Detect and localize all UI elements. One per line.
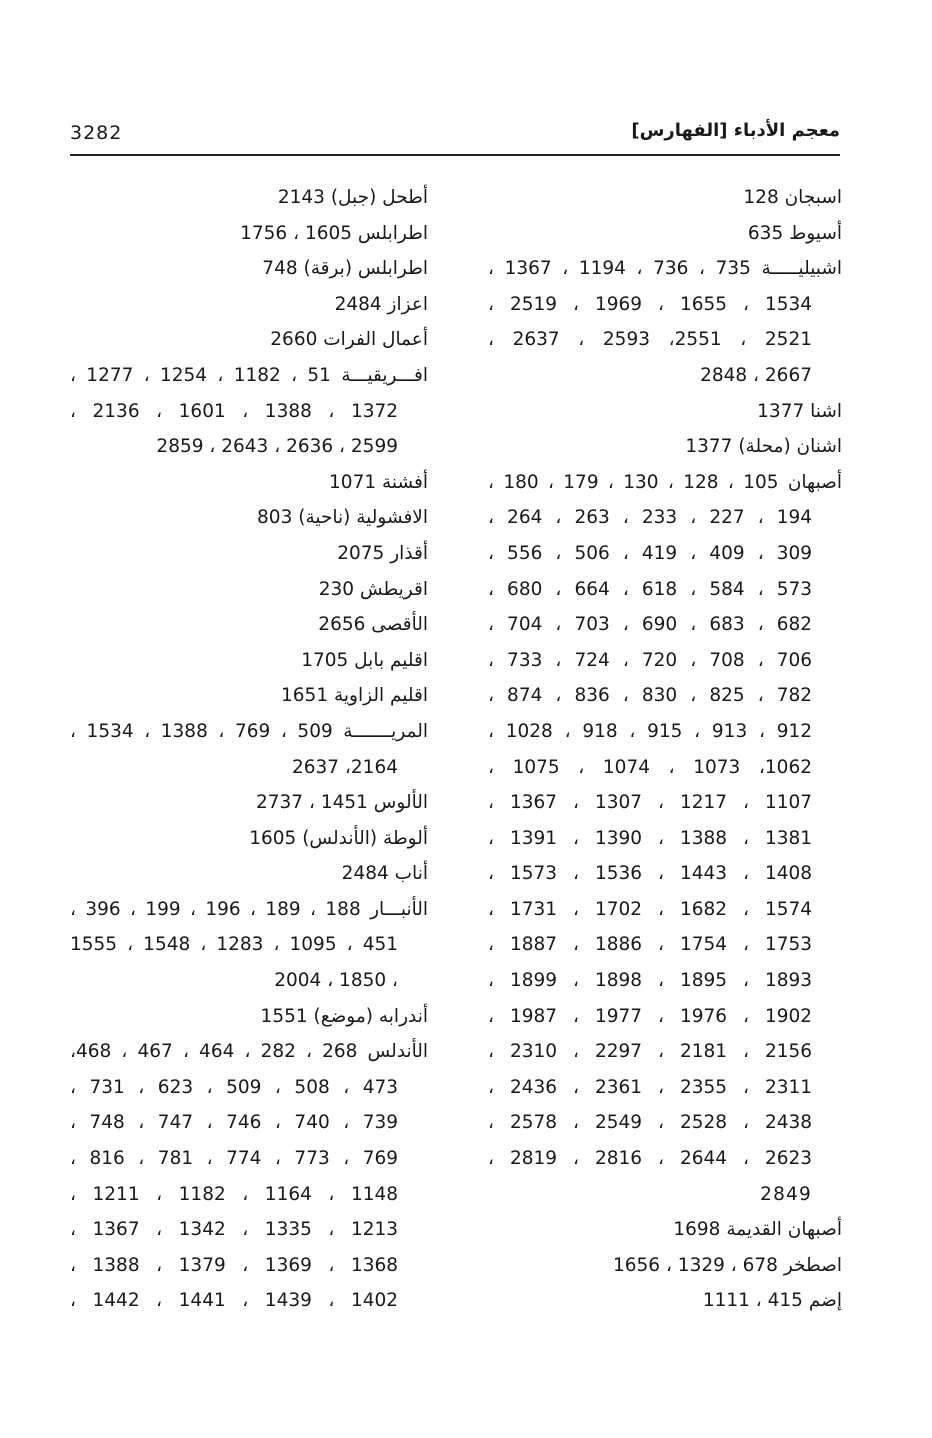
index-continuation-line: 1753 ، 1754 ، 1886 ، 1887 ، xyxy=(488,934,813,956)
index-entry: اقليم بابل 1705 xyxy=(301,649,428,671)
index-entry: أندرابه (موضع) 1551 xyxy=(260,1005,428,1027)
index-entry: أصبهان 105 ، 128 ، 130 ، 179 ، 180 ، xyxy=(488,471,842,493)
index-continuation-line: 1402 ، 1439 ، 1441 ، 1442 ، xyxy=(70,1290,399,1312)
index-entry: اعزاز 2484 xyxy=(334,293,428,315)
index-entry: أطحل (جبل) 2143 xyxy=(277,187,428,208)
index-continuation-line: 1062، 1073 ، 1074 ، 1075 ، xyxy=(488,756,812,778)
index-entry: الافشولية (ناحية) 803 xyxy=(257,507,428,529)
index-entry: الأقصى 2656 xyxy=(318,614,428,636)
running-title: معجم الأدباء [الفهارس] xyxy=(631,120,840,141)
index-continuation-line: 473 ، 508 ، 509 ، 623 ، 731 ، xyxy=(70,1076,399,1098)
index-entry: أصبهان القديمة 1698 xyxy=(673,1219,842,1241)
index-entry: أناب 2484 xyxy=(341,863,428,885)
index-continuation-line: 1408 ، 1443 ، 1536 ، 1573 ، xyxy=(488,863,813,885)
index-continuation-line: 2156 ، 2181 ، 2297 ، 2310 ، xyxy=(488,1041,813,1063)
index-entry: إضم 415 ، 1111 xyxy=(702,1290,842,1312)
index-entry: أقذار 2075 xyxy=(337,542,428,564)
index-continuation-line: ، 1850 ، 2004 xyxy=(274,970,398,992)
index-continuation-line: 1368 ، 1369 ، 1379 ، 1388 ، xyxy=(70,1254,399,1276)
page-number: 3282 xyxy=(70,122,123,144)
index-continuation-line: 451 ، 1095 ، 1283 ، 1548 ، 1555 xyxy=(70,934,398,956)
index-entry: اسبجان 128 xyxy=(743,187,842,208)
index-entry: اقليم الزاوية 1651 xyxy=(281,685,428,707)
index-entry: الأندلس 268 ، 282 ، 464 ، 467 ، 468، xyxy=(70,1041,428,1063)
index-column-right xyxy=(488,180,842,1319)
index-entry: اشبيليـــــة 735 ، 736 ، 1194 ، 1367 ، xyxy=(488,258,842,280)
index-continuation-line: 1574 ، 1682 ، 1702 ، 1731 ، xyxy=(488,898,813,920)
index-entry: اصطخر 678 ، 1329 ، 1656 xyxy=(612,1254,842,1276)
index-continuation-line: 1893 ، 1895 ، 1898 ، 1899 ، xyxy=(488,970,813,992)
index-continuation-line: 682 ، 683 ، 690 ، 703 ، 704 ، xyxy=(488,614,813,636)
index-entry: اطرابلس (برقة) 748 xyxy=(262,258,428,280)
index-continuation-line: 1534 ، 1655 ، 1969 ، 2519 ، xyxy=(488,293,813,315)
index-entry: المريـــــــة 509 ، 769 ، 1388 ، 1534 ، xyxy=(70,720,428,742)
index-entry: اشنا 1377 xyxy=(757,400,842,422)
index-continuation-line: 309 ، 409 ، 419 ، 506 ، 556 ، xyxy=(488,542,813,564)
index-continuation-line: 769 ، 773 ، 774 ، 781 ، 816 ، xyxy=(70,1148,399,1170)
index-continuation-line: 2599 ، 2636 ، 2643 ، 2859 xyxy=(156,436,398,458)
index-continuation-line: 1107 ، 1217 ، 1307 ، 1367 ، xyxy=(488,792,813,814)
index-continuation-line: 1902 ، 1976 ، 1977 ، 1987 ، xyxy=(488,1005,813,1027)
index-continuation-line: 2849 xyxy=(760,1183,812,1205)
index-entry: ألوطة (الأندلس) 1605 xyxy=(249,827,428,849)
index-entry: افـــريقيـــة 51 ، 1182 ، 1254 ، 1277 ، xyxy=(70,364,428,386)
index-continuation-line: 2521 ، 2551، 2593 ، 2637 ، xyxy=(488,329,812,351)
index-continuation-line: 2438 ، 2528 ، 2549 ، 2578 ، xyxy=(488,1112,813,1134)
index-entry: الألوس 1451 ، 2737 xyxy=(256,792,428,814)
index-continuation-line: 194 ، 227 ، 233 ، 263 ، 264 ، xyxy=(488,507,813,529)
index-continuation-line: 1213 ، 1335 ، 1342 ، 1367 ، xyxy=(70,1219,399,1241)
index-continuation-line: 2623 ، 2644 ، 2816 ، 2819 ، xyxy=(488,1148,813,1170)
index-entry: أفشنة 1071 xyxy=(329,471,428,493)
index-continuation-line: 1148 ، 1164 ، 1182 ، 1211 ، xyxy=(70,1183,399,1205)
index-continuation-line: 706 ، 708 ، 720 ، 724 ، 733 ، xyxy=(488,649,813,671)
index-entry: أعمال الفرات 2660 xyxy=(270,329,428,351)
index-continuation-line: 573 ، 584 ، 618 ، 664 ، 680 ، xyxy=(488,578,813,600)
index-continuation-line: 782 ، 825 ، 830 ، 836 ، 874 ، xyxy=(488,685,813,707)
index-entry: اطرابلس 1605 ، 1756 xyxy=(240,222,428,244)
index-continuation-line: 739 ، 740 ، 746 ، 747 ، 748 ، xyxy=(70,1112,399,1134)
index-continuation-line: 2667 ، 2848 xyxy=(700,364,812,386)
index-column-left xyxy=(70,180,428,1319)
index-continuation-line: 2311 ، 2355 ، 2361 ، 2436 ، xyxy=(488,1076,813,1098)
index-continuation-line: 1381 ، 1388 ، 1390 ، 1391 ، xyxy=(488,827,813,849)
index-entry: الأنبـــار 188 ، 189 ، 196 ، 199 ، 396 ، xyxy=(70,898,428,920)
index-continuation-line: 912 ، 913 ، 915 ، 918 ، 1028 ، xyxy=(488,720,813,742)
index-entry: أسيوط 635 xyxy=(747,222,842,244)
page-header xyxy=(70,118,840,156)
index-continuation-line: 2164، 2637 xyxy=(291,756,398,778)
index-entry: اشنان (محلة) 1377 xyxy=(685,436,842,458)
index-entry: اقريطش 230 xyxy=(318,578,428,600)
index-continuation-line: 1372 ، 1388 ، 1601 ، 2136 ، xyxy=(70,400,399,422)
